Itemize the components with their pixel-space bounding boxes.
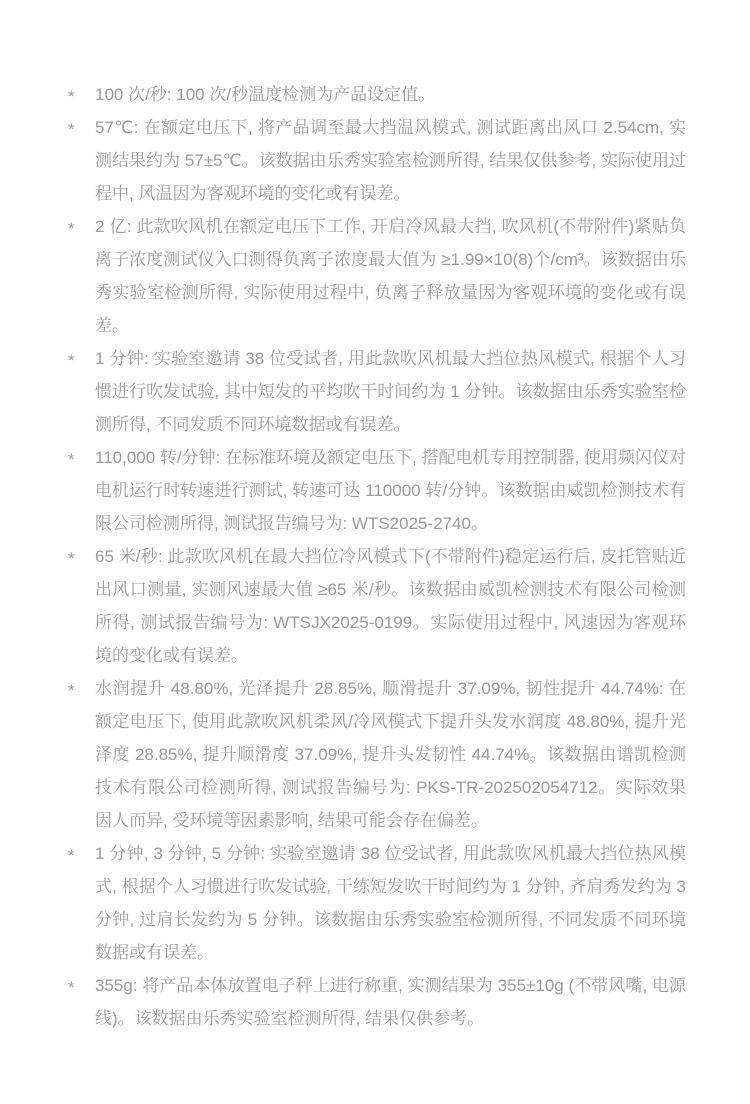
note-text: 57℃: 在额定电压下, 将产品调至最大挡温风模式, 测试距离出风口 2.54cm, 实测结果约为 57±5℃。该数据由乐秀实验室检测所得, 结果仅供参考, 实际使用过程中, 风温因为客观环境的变化或有误差。 [95,118,686,203]
asterisk-marker: * [68,219,75,238]
note-item-hair-improvement [68,672,686,837]
note-text: 2 亿: 此款吹风机在额定电压下工作, 开启冷风最大挡, 吹风机(不带附件)紧贴负离子浓度测试仪入口测得负离子浓度最大值为 ≥1.99×10(8)个/cm³。该数据由乐秀实验室检测所得, 实际使用过程中, 负离子释放量因为客观环境的变化或有误差。 [95,217,686,335]
note-item-1-minute [68,342,686,441]
note-text: 1 分钟, 3 分钟, 5 分钟: 实验室邀请 38 位受试者, 用此款吹风机最大挡位热风模式, 根据个人习惯进行吹发试验, 干练短发吹干时间约为 1 分钟, 齐肩秀发约为 3 分钟, 过肩长发约为 5 分钟。该数据由乐秀实验室检测所得, 不同发质不同环境数据或有误差。 [95,844,686,962]
asterisk-marker: * [68,978,75,997]
note-item-rpm [68,441,686,540]
note-text: 1 分钟: 实验室邀请 38 位受试者, 用此款吹风机最大挡位热风模式, 根据个人习惯进行吹发试验, 其中短发的平均吹干时间约为 1 分钟。该数据由乐秀实验室检测所得, 不同发质不同环境数据或有误差。 [95,349,686,434]
note-text: 水润提升 48.80%, 光泽提升 28.85%, 顺滑提升 37.09%, 韧性提升 44.74%: 在额定电压下, 使用此款吹风机柔风/冷风模式下提升头发水润度 48.80%, 提升光泽度 28.85%, 提升顺滑度 37.09%, 提升头发韧性 44.74%。该数据由谱凯检测技术有限公司检测所得, 测试报告编号为: PKS-TR-202502054712。实际效果因人而异, 受环境等因素影响, 结果可能会存在偏差。 [95,679,686,830]
note-item-wind-speed [68,540,686,672]
note-text: 100 次/秒: 100 次/秒温度检测为产品设定值。 [95,85,436,104]
asterisk-marker: * [68,549,75,568]
asterisk-marker: * [68,846,75,865]
note-text: 65 米/秒: 此款吹风机在最大挡位冷风模式下(不带附件)稳定运行后, 皮托管贴近出风口测量, 实测风速最大值 ≥65 米/秒。该数据由威凯检测技术有限公司检测所得, 测试报告编号为: WTSJX2025-0199。实际使用过程中, 风速因为客观环境的变化或有误差。 [95,547,686,665]
asterisk-marker: * [68,87,75,106]
asterisk-marker: * [68,450,75,469]
note-item-57c [68,111,686,210]
note-item-drying-times [68,837,686,969]
note-text: 110,000 转/分钟: 在标准环境及额定电压下, 搭配电机专用控制器, 使用频闪仪对电机运行时转速进行测试, 转速可达 110000 转/分钟。该数据由威凯检测技术有限公司检测所得, 测试报告编号为: WTS2025-2740。 [95,448,686,533]
asterisk-marker: * [68,681,75,700]
note-item-temp-detection [68,78,686,111]
note-item-weight [68,969,686,1035]
asterisk-marker: * [68,351,75,370]
note-item-negative-ions [68,210,686,342]
note-text: 355g: 将产品本体放置电子秤上进行称重, 实测结果为 355±10g (不带风嘴, 电源线)。该数据由乐秀实验室检测所得, 结果仅供参考。 [95,976,686,1028]
asterisk-marker: * [68,120,75,139]
